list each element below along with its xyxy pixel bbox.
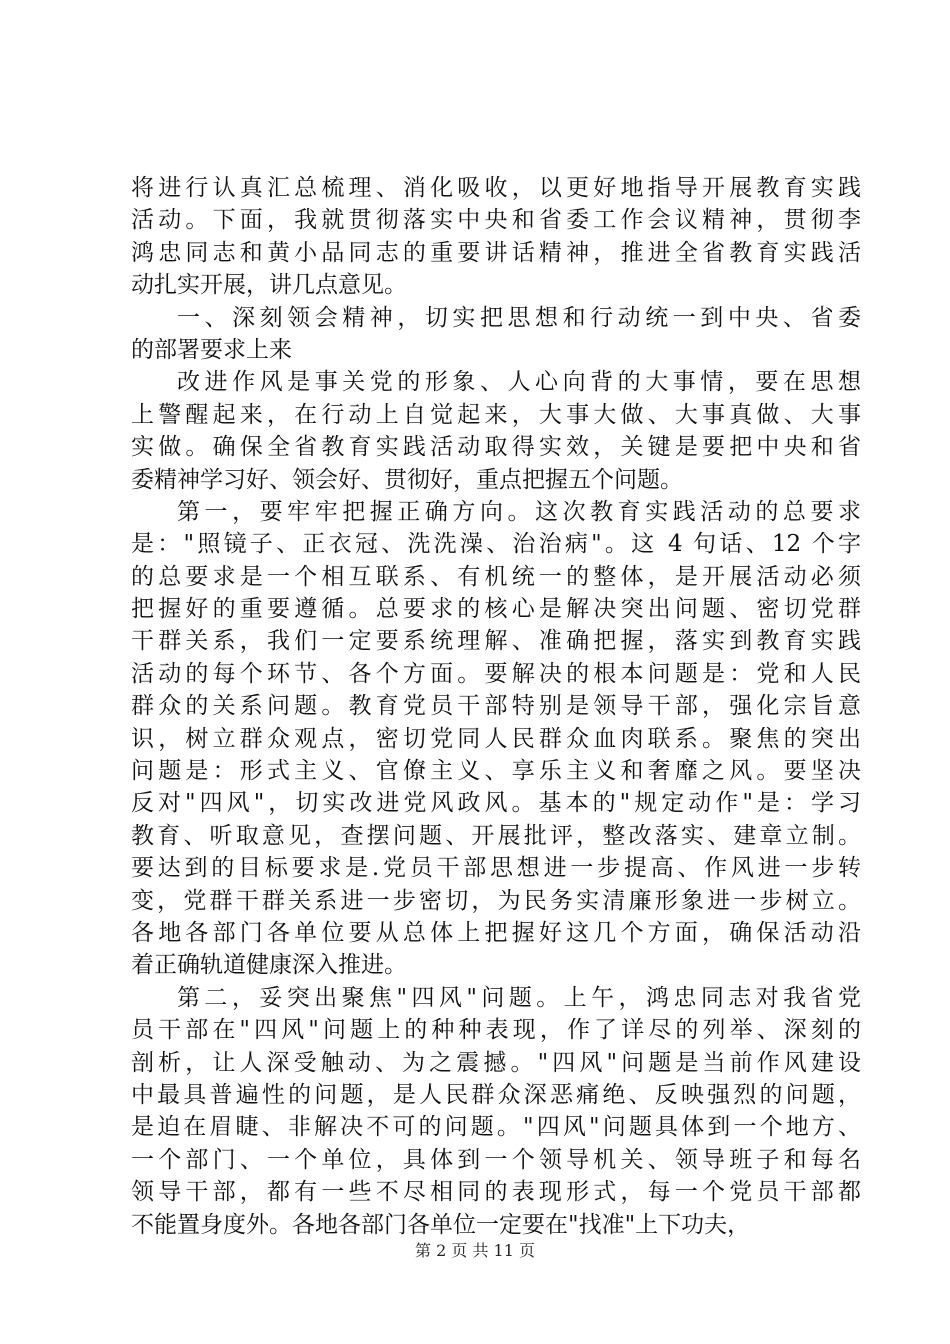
- text-line: 变，党群干群关系进一步密切，为民务实清廉形象进一步树立。: [131, 887, 861, 914]
- page-footer: 第 2 页 共 11 页: [415, 1241, 535, 1260]
- text-line: 领导干部，都有一些不尽相同的表现形式，每一个党员干部都: [131, 1179, 861, 1206]
- text-line: 是迫在眉睫、非解决不可的问题。"四风"问题具体到一个地方、: [131, 1114, 861, 1141]
- paragraph: [131, 496, 861, 982]
- text-line: 一个部门、一个单位，具体到一个领导机关、领导班子和每名: [131, 1146, 861, 1173]
- text-line: 反对"四风"，切实改进党风政风。基本的"规定动作"是：学习: [131, 790, 861, 817]
- text-line: 员干部在"四风"问题上的种种表现，作了详尽的列举、深刻的: [131, 1017, 861, 1044]
- paragraph: [131, 366, 861, 496]
- text-line: 各地各部门各单位要从总体上把握好这几个方面，确保活动沿: [131, 919, 861, 946]
- document-body: [131, 172, 861, 1241]
- text-line: 要达到的目标要求是.党员干部思想进一步提高、作风进一步转: [131, 855, 861, 882]
- text-line: 动扎实开展，讲几点意见。: [131, 272, 407, 299]
- text-line: 教育、听取意见，查摆问题、开展批评，整改落实、建章立制。: [131, 822, 861, 849]
- text-line: 着正确轨道健康深入推进。: [131, 952, 407, 979]
- paragraph: [131, 172, 861, 302]
- text-line: 是："照镜子、正衣冠、洗洗澡、治治病"。这 4 句话、12 个字: [131, 531, 861, 558]
- text-line: 委精神学习好、领会好、贯彻好，重点把握五个问题。: [131, 466, 683, 493]
- text-line: 鸿忠同志和黄小品同志的重要讲话精神，推进全省教育实践活: [131, 239, 861, 266]
- text-line: 把握好的重要遵循。总要求的核心是解决突出问题、密切党群: [131, 596, 861, 623]
- text-line: 问题是：形式主义、官僚主义、享乐主义和奢靡之风。要坚决: [131, 758, 861, 785]
- text-line: 一、深刻领会精神，切实把思想和行动统一到中央、省委: [177, 304, 861, 331]
- text-line: 活动。下面，我就贯彻落实中央和省委工作会议精神，贯彻李: [131, 207, 861, 234]
- text-line: 的总要求是一个相互联系、有机统一的整体，是开展活动必须: [131, 563, 861, 590]
- text-line: 群众的关系问题。教育党员干部特别是领导干部，强化宗旨意: [131, 693, 861, 720]
- text-line: 第二，妥突出聚焦"四风"问题。上午，鸿忠同志对我省党: [177, 984, 861, 1011]
- text-line: 干群关系，我们一定要系统理解、准确把握，落实到教育实践: [131, 628, 861, 655]
- text-line: 不能置身度外。各地各部门各单位一定要在"找准"上下功夫，: [131, 1211, 751, 1238]
- text-line: 活动的每个环节、各个方面。要解决的根本问题是：党和人民: [131, 660, 861, 687]
- text-line: 第一，要牢牢把握正确方向。这次教育实践活动的总要求: [177, 498, 861, 525]
- text-line: 识，树立群众观点，密切党同人民群众血肉联系。聚焦的突出: [131, 725, 861, 752]
- text-line: 中最具普遍性的问题，是人民群众深恶痛绝、反映强烈的问题，: [131, 1081, 861, 1108]
- text-line: 实做。确保全省教育实践活动取得实效，关键是要把中央和省: [131, 434, 861, 461]
- paragraph: [131, 982, 861, 1241]
- text-line: 剖析，让人深受触动、为之震撼。"四风"问题是当前作风建设: [131, 1049, 861, 1076]
- text-line: 改进作风是事关党的形象、人心向背的大事情，要在思想: [177, 369, 861, 396]
- text-line: 上警醒起来，在行动上自觉起来，大事大做、大事真做、大事: [131, 401, 861, 428]
- text-line: 的部署要求上来: [131, 336, 292, 363]
- text-line: 将进行认真汇总梳理、消化吸收，以更好地指导开展教育实践: [131, 175, 861, 201]
- paragraph: [131, 302, 861, 367]
